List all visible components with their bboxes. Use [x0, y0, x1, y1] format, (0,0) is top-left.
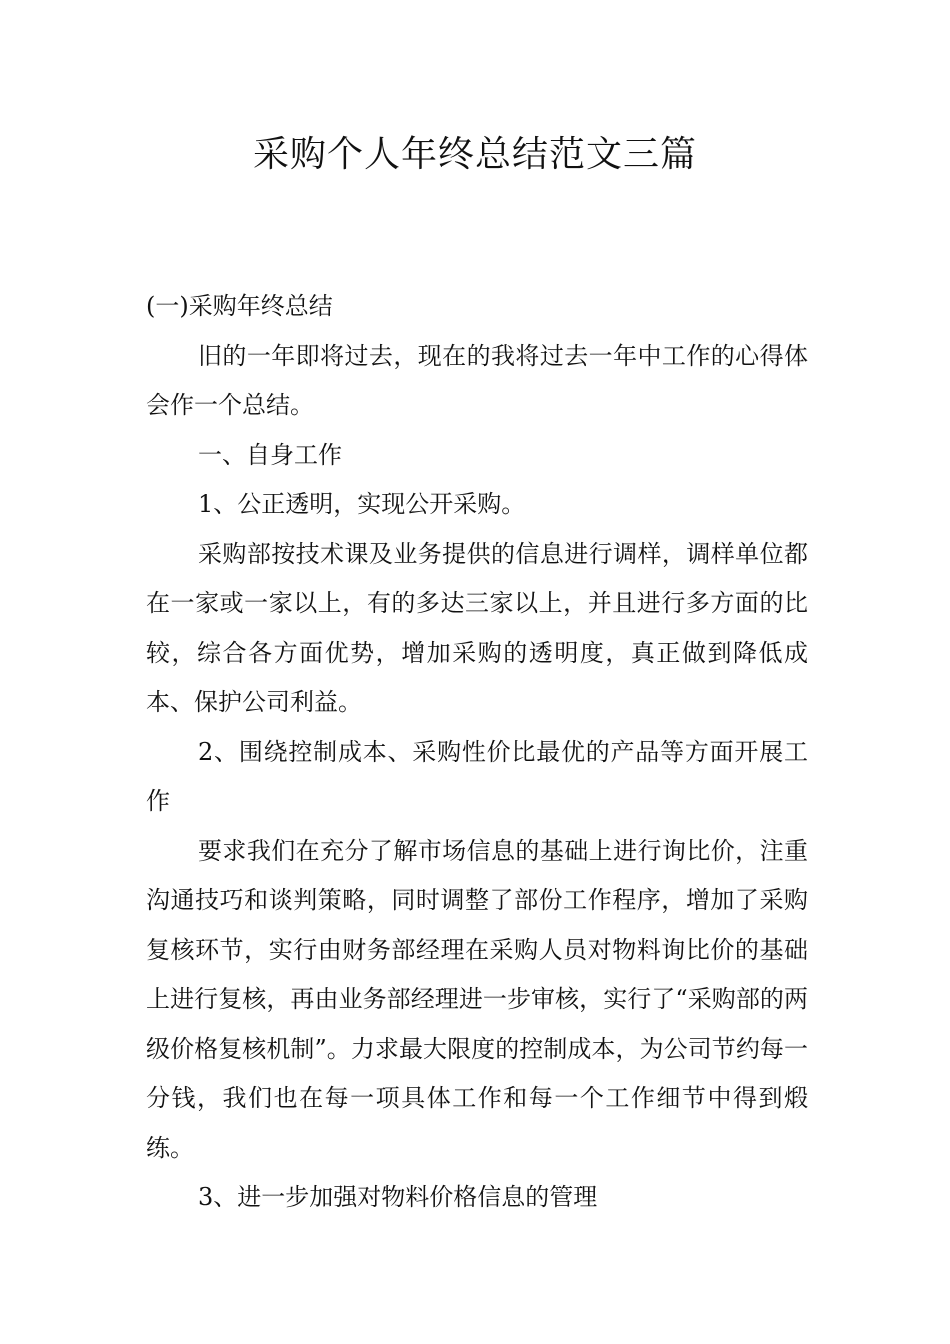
- item-heading: 1、公正透明，实现公开采购。: [198, 490, 526, 518]
- section-heading: (一)采购年终总结: [146, 292, 333, 320]
- paragraph: 采购部按技术课及业务提供的信息进行调样，调样单位都在一家或一家以上，有的多达三家以上，并且进行多方面的比较，综合各方面优势，增加采购的透明度，真正做到降低成本、保护公司利益。: [146, 539, 808, 716]
- subsection-heading: 一、自身工作: [198, 440, 342, 469]
- item-heading: 3、进一步加强对物料价格信息的管理: [198, 1183, 598, 1211]
- paragraph: 要求我们在充分了解市场信息的基础上进行询比价，注重沟通技巧和谈判策略，同时调整了部份工作程序，增加了采购复核环节，实行由财务部经理在采购人员对物料询比价的基础上进行复核，再由业务部经理进一步审核，实行了“采购部的两级价格复核机制”。力求最大限度的控制成本，为公司节约每一分钱，我们也在每一项具体工作和每一个工作细节中得到煅练。: [146, 836, 808, 1162]
- document-body: [146, 282, 808, 1223]
- item-heading: 2、围绕控制成本、采购性价比最优的产品等方面开展工作: [146, 737, 808, 815]
- document-title: 采购个人年终总结范文三篇: [252, 134, 697, 175]
- paragraph-intro: 旧的一年即将过去，现在的我将过去一年中工作的心得体会作一个总结。: [146, 341, 808, 419]
